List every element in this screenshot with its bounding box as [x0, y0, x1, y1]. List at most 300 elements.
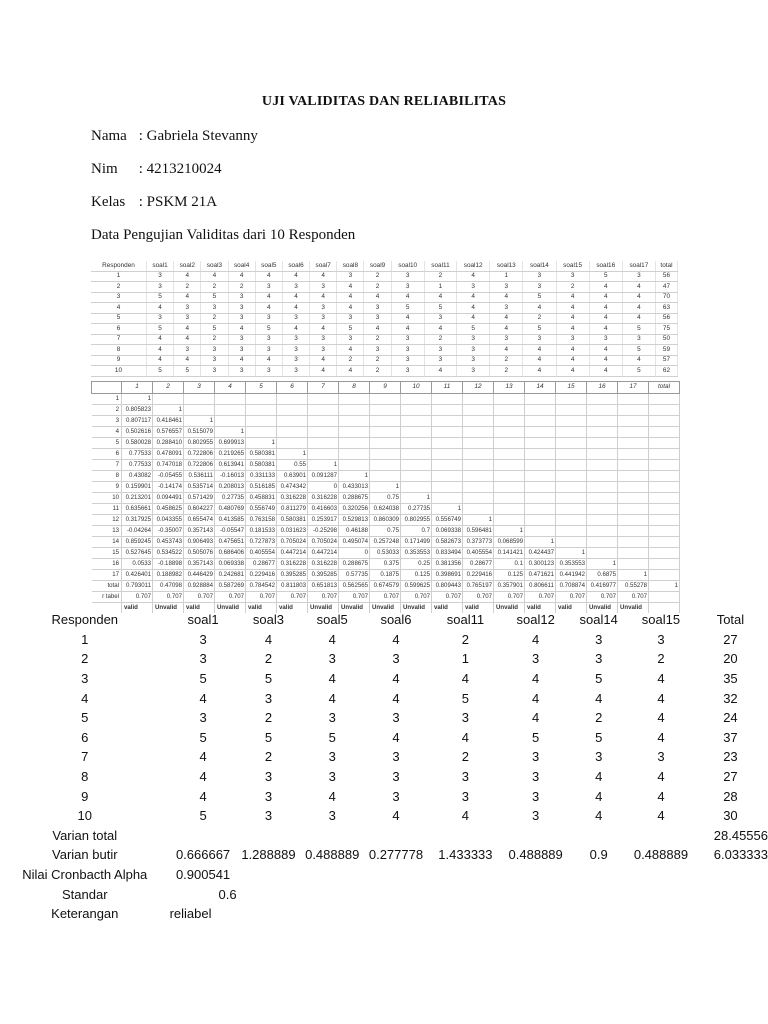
empty-cell: [503, 884, 568, 904]
responses-cell: 59: [655, 345, 677, 356]
correlation-empty-cell: [587, 416, 618, 427]
correlation-empty-cell: [525, 526, 556, 537]
correlation-cell: 0.357143: [184, 526, 215, 537]
reliability-cell: 4: [595, 788, 603, 804]
correlation-cell: 0.860309: [370, 515, 401, 526]
empty-cell: [503, 865, 568, 885]
responses-cell: 3: [255, 345, 282, 356]
responses-cell: 62: [655, 366, 677, 377]
correlation-empty-cell: [649, 416, 680, 427]
responses-cell: 63: [655, 303, 677, 314]
responses-cell: 4: [622, 282, 655, 293]
correlation-cell: 1: [215, 427, 246, 438]
responses-cell: 4: [589, 355, 622, 366]
validity-cell: valid: [432, 603, 463, 614]
correlation-cell: 0.1: [494, 559, 525, 570]
correlation-cell: 0.580381: [246, 449, 277, 460]
correlation-cell: 0.300123: [525, 559, 556, 570]
reliability-header-cell: soal5: [316, 612, 348, 628]
correlation-cell: 0.63901: [277, 471, 308, 482]
responses-cell: 3: [201, 345, 228, 356]
field-nim: [91, 161, 222, 178]
responses-cell: 3: [556, 334, 589, 345]
reliability-cell: 4: [461, 671, 470, 687]
reliability-cell: 3: [264, 690, 273, 706]
reliability-cell: 4: [199, 788, 207, 804]
r-tabel-row: [92, 592, 680, 603]
correlation-cell: 0.188982: [153, 570, 184, 581]
correlation-empty-cell: [463, 460, 494, 471]
correlation-cell: 0.27735: [401, 504, 432, 515]
correlation-cell: 0.418461: [153, 416, 184, 427]
responses-cell: 4: [589, 366, 622, 377]
r-tabel-cell: 0.707: [153, 592, 184, 603]
keterangan-label: Keterangan: [51, 906, 119, 922]
responses-cell: 3: [391, 334, 424, 345]
correlation-cell: -0.25298: [308, 526, 339, 537]
reliability-header-cell: soal15: [641, 612, 681, 628]
responses-cell: 3: [523, 334, 556, 345]
correlation-empty-cell: [618, 537, 649, 548]
responses-row: [91, 271, 678, 282]
correlation-empty-cell: [432, 493, 463, 504]
correlation-empty-cell: [649, 460, 680, 471]
reliability-cell: 4: [328, 788, 336, 804]
responses-header-cell: soal2: [174, 261, 201, 271]
correlation-empty-cell: [587, 471, 618, 482]
varian-butir-cell: 1.288889: [241, 847, 296, 863]
correlation-cell: 6: [92, 449, 122, 460]
responses-cell: 4: [556, 355, 589, 366]
correlation-empty-cell: [649, 427, 680, 438]
correlation-cell: 0.171499: [401, 537, 432, 548]
responses-cell: 3: [282, 334, 309, 345]
correlation-empty-cell: [494, 416, 525, 427]
responses-header-cell: soal14: [523, 261, 556, 271]
correlation-cell: 0: [339, 548, 370, 559]
correlation-empty-cell: [556, 449, 587, 460]
correlation-cell: 0.809443: [432, 581, 463, 592]
responses-cell: 3: [457, 355, 490, 366]
reliability-cell: 3: [328, 769, 336, 785]
reliability-cell: 3: [657, 749, 665, 765]
correlation-empty-cell: [339, 416, 370, 427]
correlation-empty-cell: [556, 504, 587, 515]
correlation-empty-cell: [463, 416, 494, 427]
correlation-empty-cell: [587, 438, 618, 449]
reliability-cell: 9: [81, 788, 89, 804]
correlation-cell: 0.257248: [370, 537, 401, 548]
correlation-cell: 0.357143: [184, 559, 215, 570]
reliability-cell: 20: [723, 651, 738, 667]
reliability-cell: 4: [199, 749, 207, 765]
correlation-cell: 0.159901: [122, 482, 153, 493]
r-tabel-cell: 0.707: [432, 592, 463, 603]
responses-cell: 3: [255, 334, 282, 345]
responses-cell: 3: [228, 366, 255, 377]
correlation-cell: 0.53033: [370, 548, 401, 559]
reliability-cell: 28: [723, 788, 738, 804]
responses-cell: 4: [556, 324, 589, 335]
correlation-cell: 1: [153, 405, 184, 416]
correlation-header-cell: 9: [370, 382, 401, 394]
r-tabel-cell: 0.707: [525, 592, 556, 603]
correlation-empty-cell: [432, 394, 463, 405]
responses-cell: 4: [490, 324, 523, 335]
reliability-cell: 3: [532, 808, 540, 824]
responses-cell: 3: [424, 313, 456, 324]
correlation-cell: 0.458831: [246, 493, 277, 504]
empty-cell: [428, 884, 503, 904]
field-nim-value: : 4213210024: [138, 161, 222, 177]
correlation-empty-cell: [556, 526, 587, 537]
reliability-cell: 3: [392, 769, 400, 785]
correlation-cell: 16: [92, 559, 122, 570]
correlation-empty-cell: [339, 460, 370, 471]
responses-cell: 3: [201, 355, 228, 366]
correlation-header-cell: 7: [308, 382, 339, 394]
correlation-empty-cell: [370, 394, 401, 405]
correlation-empty-cell: [277, 416, 308, 427]
reliability-cell: 3: [264, 788, 273, 804]
correlation-empty-cell: [401, 416, 432, 427]
correlation-empty-cell: [401, 471, 432, 482]
responses-cell: 3: [282, 366, 309, 377]
responses-cell: 3: [228, 292, 255, 303]
correlation-cell: 0.288675: [339, 493, 370, 504]
responses-cell: 4: [490, 345, 523, 356]
correlation-cell: 0.807117: [122, 416, 153, 427]
responses-cell: 3: [622, 334, 655, 345]
correlation-cell: 0.571429: [184, 493, 215, 504]
responses-cell: 4: [391, 292, 424, 303]
correlation-empty-cell: [525, 416, 556, 427]
correlation-cell: 7: [92, 460, 122, 471]
responses-cell: 2: [364, 271, 391, 282]
correlation-row: [92, 537, 680, 548]
varian-butir-cell: 0.9: [589, 847, 608, 863]
responses-cell: 4: [622, 292, 655, 303]
correlation-empty-cell: [463, 438, 494, 449]
correlation-cell: -0.16013: [215, 471, 246, 482]
correlation-cell: 0.288675: [339, 559, 370, 570]
correlation-cell: 0.534522: [153, 548, 184, 559]
correlation-empty-cell: [494, 394, 525, 405]
r-tabel-cell: 0.707: [587, 592, 618, 603]
correlation-empty-cell: [401, 405, 432, 416]
correlation-empty-cell: [494, 427, 525, 438]
responses-cell: 3: [391, 282, 424, 293]
correlation-empty-cell: [308, 405, 339, 416]
correlation-cell: 0.413585: [215, 515, 246, 526]
responses-cell: 1: [91, 271, 146, 282]
responses-cell: 3: [490, 282, 523, 293]
reliability-cell: 5: [595, 671, 603, 687]
correlation-empty-cell: [525, 504, 556, 515]
responses-cell: 2: [174, 282, 201, 293]
r-tabel-cell: 0.707: [618, 592, 649, 603]
validity-cell: Unvalid: [618, 603, 649, 614]
r-tabel-cell: 0.707: [184, 592, 215, 603]
responses-cell: 4: [589, 303, 622, 314]
varian-total-value: 28.45556: [713, 827, 768, 843]
reliability-cell: 2: [264, 651, 273, 667]
reliability-cell: 2: [461, 631, 470, 647]
empty-cell: [364, 884, 428, 904]
correlation-empty-cell: [525, 394, 556, 405]
empty-cell: [629, 884, 693, 904]
correlation-row: [92, 471, 680, 482]
correlation-empty-cell: [556, 416, 587, 427]
correlation-cell: 0.7: [401, 526, 432, 537]
responses-cell: 6: [91, 324, 146, 335]
responses-cell: 5: [337, 324, 364, 335]
reliability-cell: 3: [264, 808, 273, 824]
reliability-cell: 3: [532, 749, 540, 765]
correlation-cell: total: [92, 581, 122, 592]
correlation-empty-cell: [587, 405, 618, 416]
correlation-empty-cell: [525, 471, 556, 482]
reliability-cell: 4: [199, 690, 207, 706]
responses-cell: 3: [282, 313, 309, 324]
correlation-cell: 0.686406: [215, 548, 246, 559]
responses-cell: 2: [556, 282, 589, 293]
reliability-header-cell: soal3: [252, 612, 284, 628]
correlation-cell: 1: [401, 493, 432, 504]
validity-cell: valid: [246, 603, 277, 614]
correlation-cell: 1: [246, 438, 277, 449]
empty-cell: [428, 904, 503, 924]
responses-cell: 3: [310, 282, 337, 293]
correlation-empty-cell: [649, 570, 680, 581]
correlation-cell: 0.928884: [184, 581, 215, 592]
correlation-cell: 17: [92, 570, 122, 581]
correlation-empty-cell: [432, 449, 463, 460]
responses-cell: 3: [91, 292, 146, 303]
reliability-row: [0, 747, 768, 767]
correlation-empty-cell: [618, 438, 649, 449]
responses-cell: 4: [310, 355, 337, 366]
reliability-row: [0, 786, 768, 806]
correlation-cell: 0.515079: [184, 427, 215, 438]
varian-butir-cell: 0.488889: [305, 847, 360, 863]
responses-cell: 4: [457, 292, 490, 303]
responses-header-cell: soal4: [228, 261, 255, 271]
correlation-empty-cell: [525, 438, 556, 449]
validity-cell: Unvalid: [587, 603, 618, 614]
empty-cell: [629, 826, 693, 846]
responses-cell: 4: [146, 303, 173, 314]
correlation-empty-cell: [401, 438, 432, 449]
correlation-cell: 1: [618, 570, 649, 581]
reliability-cell: 23: [723, 749, 738, 765]
correlation-cell: 0.580028: [122, 438, 153, 449]
reliability-cell: 4: [392, 729, 400, 745]
correlation-cell: 0.288410: [153, 438, 184, 449]
correlation-cell: 9: [92, 482, 122, 493]
correlation-empty-cell: [339, 394, 370, 405]
correlation-cell: 0.536111: [184, 471, 215, 482]
responses-cell: 50: [655, 334, 677, 345]
responses-cell: 3: [391, 345, 424, 356]
field-nama-label: Nama: [91, 128, 127, 144]
responses-cell: 3: [364, 345, 391, 356]
responses-cell: 4: [337, 345, 364, 356]
correlation-cell: 0: [308, 482, 339, 493]
r-tabel-empty: [649, 592, 680, 603]
correlation-row: [92, 394, 680, 405]
reliability-cell: 4: [657, 690, 665, 706]
responses-cell: 4: [589, 345, 622, 356]
responses-cell: 3: [174, 303, 201, 314]
r-tabel-cell: 0.707: [463, 592, 494, 603]
reliability-cell: 32: [723, 690, 738, 706]
correlation-empty-cell: [587, 504, 618, 515]
correlation-header-cell: 3: [184, 382, 215, 394]
reliability-table: [0, 610, 768, 924]
correlation-cell: 0.474342: [277, 482, 308, 493]
empty-cell: [237, 884, 301, 904]
correlation-empty-cell: [649, 548, 680, 559]
responses-header-cell: soal5: [255, 261, 282, 271]
responses-cell: 3: [201, 366, 228, 377]
empty-cell: [503, 904, 568, 924]
correlation-cell: -0.14174: [153, 482, 184, 493]
responses-cell: 4: [523, 303, 556, 314]
correlation-row: [92, 504, 680, 515]
reliability-header-cell: soal1: [187, 612, 219, 628]
r-tabel-cell: 0.707: [308, 592, 339, 603]
correlation-cell: 0.802955: [401, 515, 432, 526]
correlation-empty-cell: [618, 416, 649, 427]
correlation-empty-cell: [587, 526, 618, 537]
correlation-cell: 0.353553: [556, 559, 587, 570]
correlation-row: [92, 427, 680, 438]
reliability-cell: 4: [264, 631, 273, 647]
responses-cell: 3: [282, 355, 309, 366]
empty-cell: [428, 865, 503, 885]
correlation-header-cell: 8: [339, 382, 370, 394]
responses-cell: 3: [424, 355, 456, 366]
responses-header-cell: soal7: [310, 261, 337, 271]
correlation-row: [92, 416, 680, 427]
correlation-empty-cell: [525, 493, 556, 504]
responses-cell: 4: [457, 271, 490, 282]
responses-cell: 3: [337, 313, 364, 324]
correlation-empty-cell: [184, 405, 215, 416]
responses-cell: 4: [424, 292, 456, 303]
reliability-cell: 5: [328, 729, 336, 745]
correlation-row: [92, 449, 680, 460]
correlation-cell: 0.624038: [370, 504, 401, 515]
reliability-cell: 3: [595, 631, 603, 647]
reliability-cell: 4: [657, 710, 665, 726]
correlation-cell: 0.599625: [401, 581, 432, 592]
reliability-header-cell: soal6: [380, 612, 412, 628]
correlation-empty-cell: [649, 515, 680, 526]
correlation-header-cell: 11: [432, 382, 463, 394]
reliability-cell: 2: [461, 749, 470, 765]
correlation-empty-cell: [618, 394, 649, 405]
correlation-cell: 1: [339, 471, 370, 482]
correlation-empty-cell: [525, 449, 556, 460]
responses-header-cell: soal9: [364, 261, 391, 271]
correlation-empty-cell: [246, 427, 277, 438]
correlation-empty-cell: [556, 471, 587, 482]
correlation-empty-cell: [556, 405, 587, 416]
responses-cell: 57: [655, 355, 677, 366]
reliability-header-cell: Total: [716, 612, 745, 628]
validity-cell: Unvalid: [339, 603, 370, 614]
section-subtitle: Data Pengujian Validitas dari 10 Responden: [91, 227, 356, 243]
correlation-empty-cell: [308, 449, 339, 460]
responses-header-row: [91, 261, 678, 271]
responses-cell: 4: [556, 303, 589, 314]
correlation-empty-cell: [587, 515, 618, 526]
correlation-cell: 0.416977: [587, 581, 618, 592]
correlation-empty-cell: [494, 471, 525, 482]
responses-cell: 4: [255, 303, 282, 314]
responses-cell: 4: [589, 282, 622, 293]
correlation-header-cell: total: [649, 382, 680, 394]
correlation-cell: 0.562565: [339, 581, 370, 592]
correlation-cell: 0.55: [277, 460, 308, 471]
responses-cell: 5: [622, 324, 655, 335]
correlation-empty-cell: [525, 427, 556, 438]
correlation-empty-cell: [525, 482, 556, 493]
responses-cell: 1: [424, 282, 456, 293]
reliability-header-row: [0, 610, 768, 630]
correlation-cell: 0.043355: [153, 515, 184, 526]
responses-cell: 3: [622, 271, 655, 282]
correlation-cell: 0.398691: [432, 570, 463, 581]
correlation-cell: 4: [92, 427, 122, 438]
reliability-cell: 3: [532, 788, 540, 804]
correlation-empty-cell: [401, 449, 432, 460]
reliability-row: [0, 630, 768, 650]
reliability-cell: 10: [77, 808, 93, 824]
correlation-empty-cell: [339, 438, 370, 449]
empty-cell: [364, 865, 428, 885]
correlation-empty-cell: [587, 493, 618, 504]
correlation-cell: 0.373773: [463, 537, 494, 548]
correlation-empty-cell: [277, 438, 308, 449]
correlation-cell: 0.433013: [339, 482, 370, 493]
correlation-empty-cell: [401, 394, 432, 405]
correlation-cell: 1: [277, 449, 308, 460]
responses-cell: 75: [655, 324, 677, 335]
empty-cell: [237, 904, 301, 924]
correlation-cell: 0.655474: [184, 515, 215, 526]
correlation-cell: 0.495074: [339, 537, 370, 548]
correlation-cell: 11: [92, 504, 122, 515]
responses-cell: 3: [310, 334, 337, 345]
correlation-cell: 0.447214: [277, 548, 308, 559]
reliability-cell: 3: [264, 769, 273, 785]
reliability-cell: 3: [328, 710, 336, 726]
responses-cell: 4: [622, 313, 655, 324]
validity-cell: valid: [556, 603, 587, 614]
correlation-header-cell: 17: [618, 382, 649, 394]
correlation-header-cell: 2: [153, 382, 184, 394]
reliability-cell: 2: [81, 651, 89, 667]
correlation-cell: 0.727873: [246, 537, 277, 548]
responses-cell: 4: [556, 313, 589, 324]
reliability-cell: 5: [199, 729, 207, 745]
responses-cell: 3: [146, 282, 173, 293]
correlation-empty-cell: [618, 460, 649, 471]
correlation-empty-cell: [494, 460, 525, 471]
